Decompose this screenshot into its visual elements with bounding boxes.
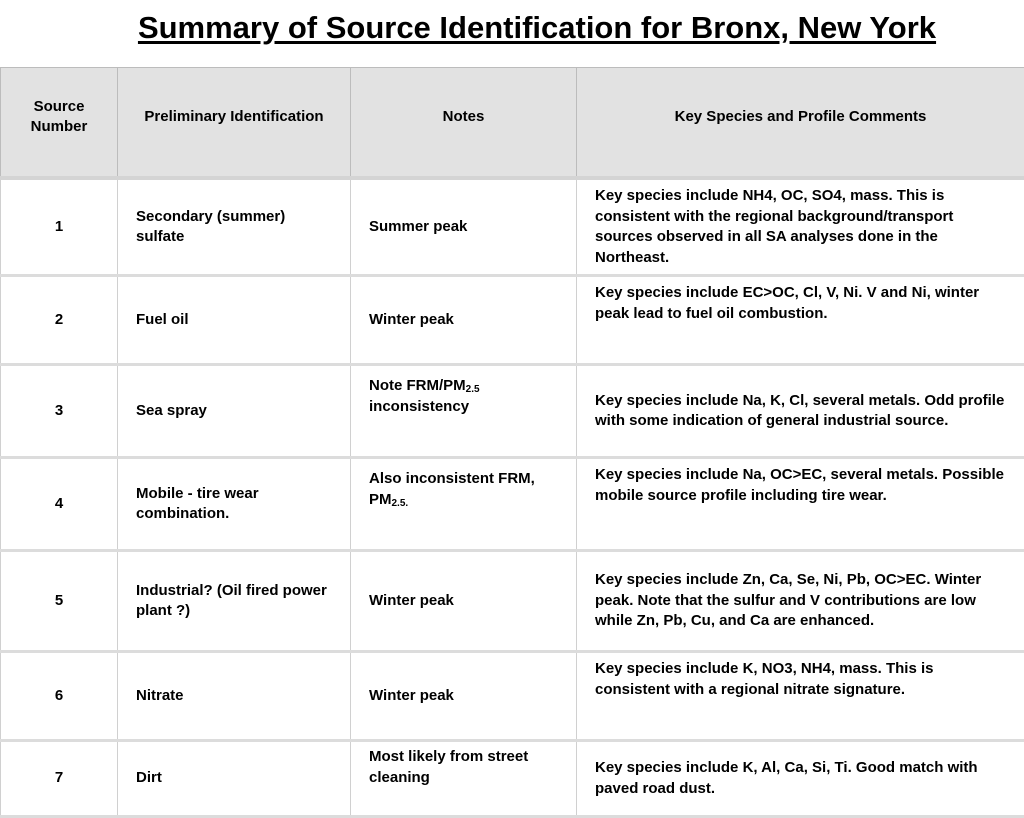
notes-text-tail: inconsistency (369, 398, 469, 415)
identification-cell: Industrial? (Oil fired power plant ?) (118, 551, 351, 652)
key-species-cell: Key species include Na, OC>EC, several metals. Possible mobile source profile including tire wear. (577, 458, 1024, 551)
table-row (1, 178, 1024, 276)
source-number-cell: 3 (1, 365, 118, 458)
notes-cell: Winter peak (351, 276, 577, 365)
notes-text: Also inconsistent FRM, PM (369, 470, 535, 508)
header-row (1, 68, 1024, 179)
source-summary-table (0, 67, 1024, 818)
header-source-number: Source Number (1, 68, 118, 179)
table-row (1, 652, 1024, 741)
notes-cell: Winter peak (351, 551, 577, 652)
key-species-cell: Key species include K, NO3, NH4, mass. This is consistent with a regional nitrate signature. (577, 652, 1024, 741)
notes-text: Note FRM/PM (369, 377, 466, 394)
source-number-cell: 1 (1, 178, 118, 276)
source-number-cell: 2 (1, 276, 118, 365)
key-species-cell: Key species include EC>OC, Cl, V, Ni. V and Ni, winter peak lead to fuel oil combustion. (577, 276, 1024, 365)
notes-cell: Most likely from street cleaning (351, 741, 577, 817)
key-species-cell: Key species include Zn, Ca, Se, Ni, Pb, OC>EC. Winter peak. Note that the sulfur and V contributions are low while Zn, Pb, Cu, and Ca are enhanced. (577, 551, 1024, 652)
header-key-species: Key Species and Profile Comments (577, 68, 1024, 179)
notes-subscript: 2.5 (466, 384, 480, 395)
identification-cell: Dirt (118, 741, 351, 817)
header-notes: Notes (351, 68, 577, 179)
notes-cell (351, 365, 577, 458)
table-row (1, 276, 1024, 365)
identification-cell: Sea spray (118, 365, 351, 458)
key-species-cell: Key species include K, Al, Ca, Si, Ti. Good match with paved road dust. (577, 741, 1024, 817)
source-number-cell: 6 (1, 652, 118, 741)
identification-cell: Nitrate (118, 652, 351, 741)
table-row (1, 551, 1024, 652)
source-number-cell: 5 (1, 551, 118, 652)
key-species-cell: Key species include Na, K, Cl, several metals. Odd profile with some indication of general industrial source. (577, 365, 1024, 458)
table-header (1, 68, 1024, 179)
notes-cell: Winter peak (351, 652, 577, 741)
notes-cell: Summer peak (351, 178, 577, 276)
key-species-cell: Key species include NH4, OC, SO4, mass. This is consistent with the regional background/transport sources observed in all SA analyses done in the Northeast. (577, 178, 1024, 276)
table-body (1, 178, 1024, 817)
identification-cell: Fuel oil (118, 276, 351, 365)
table-row (1, 741, 1024, 817)
notes-subscript: 2.5. (392, 498, 409, 509)
source-number-cell: 4 (1, 458, 118, 551)
header-preliminary-identification: Preliminary Identification (118, 68, 351, 179)
notes-cell (351, 458, 577, 551)
table-row (1, 365, 1024, 458)
identification-cell: Mobile - tire wear combination. (118, 458, 351, 551)
table-row (1, 458, 1024, 551)
source-number-cell: 7 (1, 741, 118, 817)
page-title: Summary of Source Identification for Bronx, New York (0, 10, 1024, 46)
identification-cell: Secondary (summer) sulfate (118, 178, 351, 276)
